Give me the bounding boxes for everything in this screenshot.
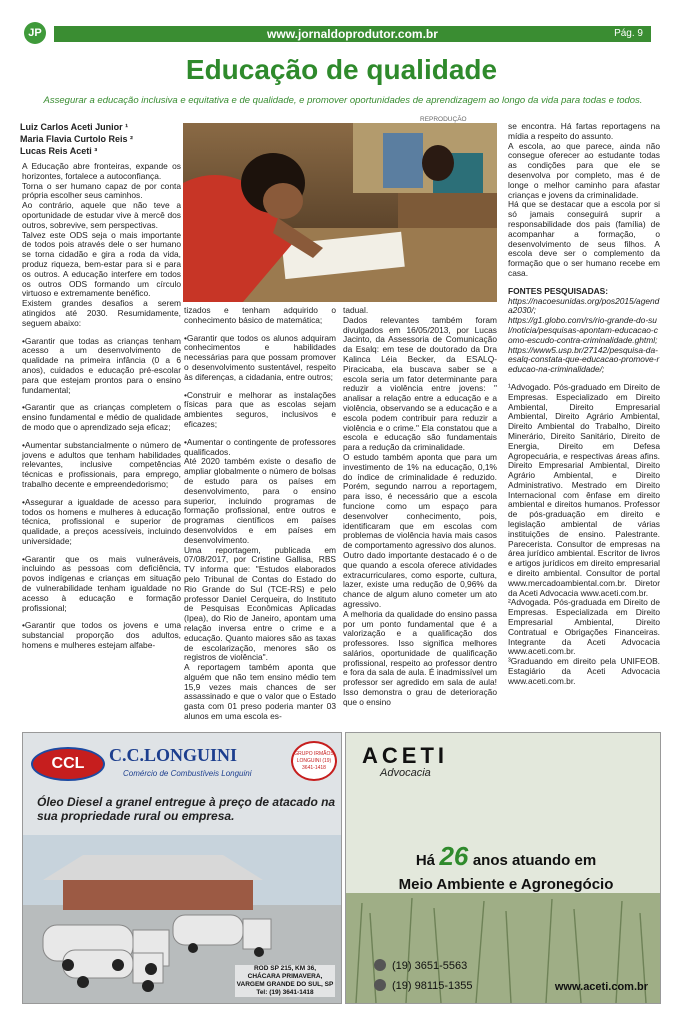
page-header <box>0 0 683 46</box>
paragraph: Ao contrário, aquele que não teve a oportunidade de estudar vive à mercê dos outros, sobrevive, sem perspectivas. <box>22 200 181 230</box>
whatsapp-icon <box>374 979 386 991</box>
paragraph: Talvez este ODS seja o mais importante de todos pois através dele o ser humano se torna cidadão e gira a roda da vida, produz riqueza, bem-estar para si e para os outros. A educação interfere em todos os outros ODS formando um círculo virtuoso e extremamente benéfico. <box>22 229 181 299</box>
paragraph: A escola, ao que parece, ainda não consegue oferecer ao estudante todas as condições para que ele se desenvolva por completo, mas é de longe o melhor caminho para afastar crianças e jovens da criminalidade. <box>508 140 660 200</box>
sources-heading: FONTES PESQUISADAS: <box>508 285 609 296</box>
article-title: Educação de qualidade <box>185 54 498 85</box>
ccl-address <box>235 965 335 997</box>
paragraph: •Construir e melhorar as instalações físicas para que as escolas sejam ambientes seguros, inclusivos e eficazes; <box>184 389 336 429</box>
article-subtitle: Assegurar a educação inclusiva e equitativa e de qualidade, e promover oportunidades de aprendizagem ao longo da vida para todas e todos. <box>43 95 643 106</box>
author-2: Maria Flavia Curtolo Reis ² <box>20 134 134 144</box>
paragraph: tizados e tenham adquirido o conhecimento básico de matemática; <box>184 305 336 325</box>
source-link[interactable]: https://g1.globo.com/rs/rio-grande-do-sul/noticia/pesquisas-apontam-educacao-como-escudo-contra-criminalidade.ghtml; <box>508 315 658 345</box>
article-column-2 <box>184 305 336 722</box>
paragraph: •Garantir que todos os alunos adquiram conhecimentos e habilidades necessárias para que possam promover o desenvolvimento sustentável, respeito às diferenças, a cidadania, entre outros; <box>184 332 336 382</box>
aceti-site[interactable]: www.aceti.com.br <box>554 981 648 993</box>
ccl-logo: CCL <box>31 747 105 781</box>
paragraph: Existem grandes desafios a serem atingidos até 2030. Resumidamente, seguem abaixo: <box>22 298 181 328</box>
ad-ccl-longuini[interactable] <box>22 732 342 1004</box>
authors <box>20 121 190 157</box>
site-url[interactable]: www.jornaldoprodutor.com.br <box>267 27 438 41</box>
address-line: CHÁCARA PRIMAVERA, <box>247 973 323 980</box>
aceti-headline <box>366 841 646 893</box>
header-bar <box>54 26 651 42</box>
phone-icon <box>374 959 386 971</box>
paragraph: •Garantir que todas as crianças tenham acesso a um desenvolvimento de qualidade na primeira infância (0 a 6 anos), cuidados e educação pré-escolar para que estejam prontos para o ensino fundamental; <box>22 335 181 395</box>
paragraph: Até 2020 também existe o desafio de ampliar globalmente o número de bolsas de estudo para os países em desenvolvimento, para o ensino superior, incluindo programas de formação profissional, entre outros e programas científicos em países desenvolvidos e em países em desenvolvimento. <box>184 456 336 545</box>
paragraph: •Aumentar o contingente de professores qualificados. <box>184 436 336 457</box>
footnote: ³Graduando em direito pela UNIFEOB. Estagiário da Aceti Advocacia www.aceti.com.br. <box>508 656 660 686</box>
paragraph: Há que se destacar que a escola por si só jamais conseguirá suprir a responsabilidade dos pais (família) de acompanhar a formação, o desenvolvimento de seus filhos. A escola deve ser o complemento da formação que o ser humano recebe em casa. <box>508 199 660 278</box>
paragraph: •Aumentar substancialmente o número de jovens e adultos que tenham habilidades relevantes, inclusive competências técnicas e profissionais, para emprego, trabalho decente e empreendedorismo; <box>22 439 181 489</box>
headline-line2: Meio Ambiente e Agronegócio <box>398 876 614 893</box>
paragraph: tadual. <box>343 305 369 315</box>
footnote: ²Advogada. Pós-graduada em Direito de Empresas. Especializada em Direito Empresarial Ambiental, Direito Contratual e Obrigações Financeiras. Integrante da Aceti Advocacia www.aceti.com.br. <box>508 597 660 657</box>
phone-2[interactable] <box>374 979 473 992</box>
paragraph: •Garantir que as crianças completem o ensino fundamental e médio de qualidade de modo que o aprendizado seja eficaz; <box>22 402 181 432</box>
source-link[interactable]: https://nacoesunidas.org/pos2015/agenda2030/; <box>508 295 660 316</box>
paragraph: A melhoria da qualidade do ensino passa por um ponto fundamental que é a valorização e a qualificação dos professores. Isso significa melhores salários, oportunidade de qualificação profissional, respeito ao professor dentro e fora da sala de aula. É inadmissível um professor ser agredido em sala de aula! Isso demonstra o grau de deterioração que o ensino <box>343 608 497 707</box>
paragraph: A reportagem também aponta que alguém que não tem ensino médio tem 15,9 vezes mais chances de ser assassinado e que o valor que o Estado gasta com 01 preso poderia manter 03 alunos em uma escola es- <box>184 662 336 722</box>
address-phone: Tel: (19) 3641-1418 <box>256 989 314 996</box>
phone-1[interactable] <box>374 959 467 972</box>
paragraph: •Garantir que todos os jovens e uma substancial proporção dos adultos, homens e mulheres estejam alfabe- <box>22 620 181 651</box>
paragraph: Outro dado importante destacado é o de que quando a escola oferece atividades extracurriculares, como esporte, cultura, lazer, existe uma redução de 0,96% da chance de algum aluno cometer um ato agressivo. <box>343 549 497 609</box>
paragraph: Uma reportagem, publicada em 07/08/2017, por Cristine Gallisa, RBS TV informa que: "Estudos elaborados pelo Tribunal de Contas do Estado do Rio Grande do Sul (TCE-RS) e pelo professor Daniel Cerqueira, do Instituto de Pesquisas Econômicas Aplicadas (Ipea), do Rio de Janeiro, apontam uma relação inversa entre o crime e a educação. Quanto maiores são as taxas de escolarização, menores são os registros de violência". <box>184 544 336 663</box>
ccl-name: C.C.LONGUINI <box>109 745 238 765</box>
address-line: ROD SP 215, KM 36, <box>253 965 317 972</box>
ccl-headline: Óleo Diesel a granel entregue à preço de atacado na sua propriedade rural ou empresa. <box>37 795 336 823</box>
paragraph: •Assegurar a igualdade de acesso para todos os homens e mulheres à educação técnica, profissional e superior de qualidade, a preços acessíveis, incluindo universidade; <box>22 496 181 546</box>
headline-post: anos atuando em <box>472 852 597 869</box>
ccl-seal: GRUPO IRMÃOS LONGUINI (19) 3641-1418 <box>291 741 337 781</box>
paragraph: se encontra. Há fartas reportagens na mídia a respeito do assunto. <box>508 121 660 141</box>
paragraph: Dados relevantes também foram divulgados em 16/05/2013, por Lucas Jacinto, da Assessoria de Comunicação da Esalq: em tese de doutorado da Dra Kalinca Léia Becker, da ESALQ- Piracicaba, ela buscava saber se a escola seria um fator determinante para reduzir a violência entre jovens: " analisar a relação entre a educação e a violência, observando se a educação e a escola podem contribuir para reduzir a violência e o crime." Ela constatou que a escola e educação são fundamentais para a redução da criminalidade. <box>343 314 497 453</box>
footnote: ¹Advogado. Pós-graduado em Direito de Empresas. Especializado em Direito Ambiental, Direito Empresarial Ambiental, Direito Agrário Ambiental, Direito Ambiental do Trabalho, Direito Minerário, Direito Sanitário, Direito de Energia, Direito em Defesa Agropecuária, e respectivas áreas afins. Direito Empresarial Ambiental, Direito Agrário Ambiental, e Direito Administrativo. Mestrado em Direito Internacional com ênfase em direito ambiental e direitos humanos. Professor de pós-graduação em direito e legislação ambiental de várias instituições de ensino. Palestrante. Parecerista. Consultor de empresas na área jurídico ambiental. Escritor de livros e artigos jurídicos em direito empresarial e direito ambiental. Consultor de portal www.mercadoambiental.com.br. Diretor da Aceti Advocacia www.aceti.com.br. <box>508 381 660 598</box>
page-number: Pág. 9 <box>614 28 643 39</box>
paragraph: O estudo também aponta que para um investimento de 1% na educação, 0,1% do índice de criminalidade é reduzido. Porém, segundo narrou a reportagem, para isso, é necessário que a escola funcione como um espaço para desenvolver conhecimento, pois, identificaram que em escolas com problemas de violência havia mais casos de comportamento agressivo dos alunos. <box>343 451 497 551</box>
paragraph: •Garantir que os mais vulneráveis, incluindo as pessoas com deficiência, povos indígenas e crianças em situação de vulnerabilidade tenham igualdade no acesso à educação e formação profissional; <box>22 553 181 613</box>
aceti-logo-sub: Advocacia <box>380 767 431 779</box>
ad-aceti-advocacia[interactable] <box>345 732 661 1004</box>
article-column-1 <box>22 162 181 702</box>
paragraph: A Educação abre fronteiras, expande os horizontes, fortalece a autoconfiança. <box>22 161 181 181</box>
phone-number: (19) 98115-1355 <box>392 980 473 992</box>
aceti-logo: ACETI <box>362 743 448 768</box>
headline-years: 26 <box>439 841 469 871</box>
article-photo <box>183 123 497 302</box>
author-1: Luiz Carlos Aceti Junior ¹ <box>20 122 129 132</box>
ccl-tagline: Comércio de Combustíveis Longuini <box>123 769 252 778</box>
address-line: VARGEM GRANDE DO SUL, SP <box>236 981 334 988</box>
author-3: Lucas Reis Aceti ³ <box>20 146 98 156</box>
jp-logo: JP <box>24 22 46 44</box>
article-column-3 <box>343 306 497 706</box>
source-link[interactable]: https://www5.usp.br/27142/pesquisa-da-esalq-constata-que-educacao-promove-reducao-na-criminalidade/; <box>508 344 660 375</box>
article-column-4 <box>508 122 660 712</box>
phone-number: (19) 3651-5563 <box>392 960 468 972</box>
photo-credit: REPRODUÇÃO <box>420 116 467 123</box>
children-studying-photo <box>183 123 497 302</box>
headline-pre: Há <box>415 852 435 869</box>
paragraph: Torna o ser humano capaz de por conta própria escolher seus caminhos. <box>22 180 181 201</box>
